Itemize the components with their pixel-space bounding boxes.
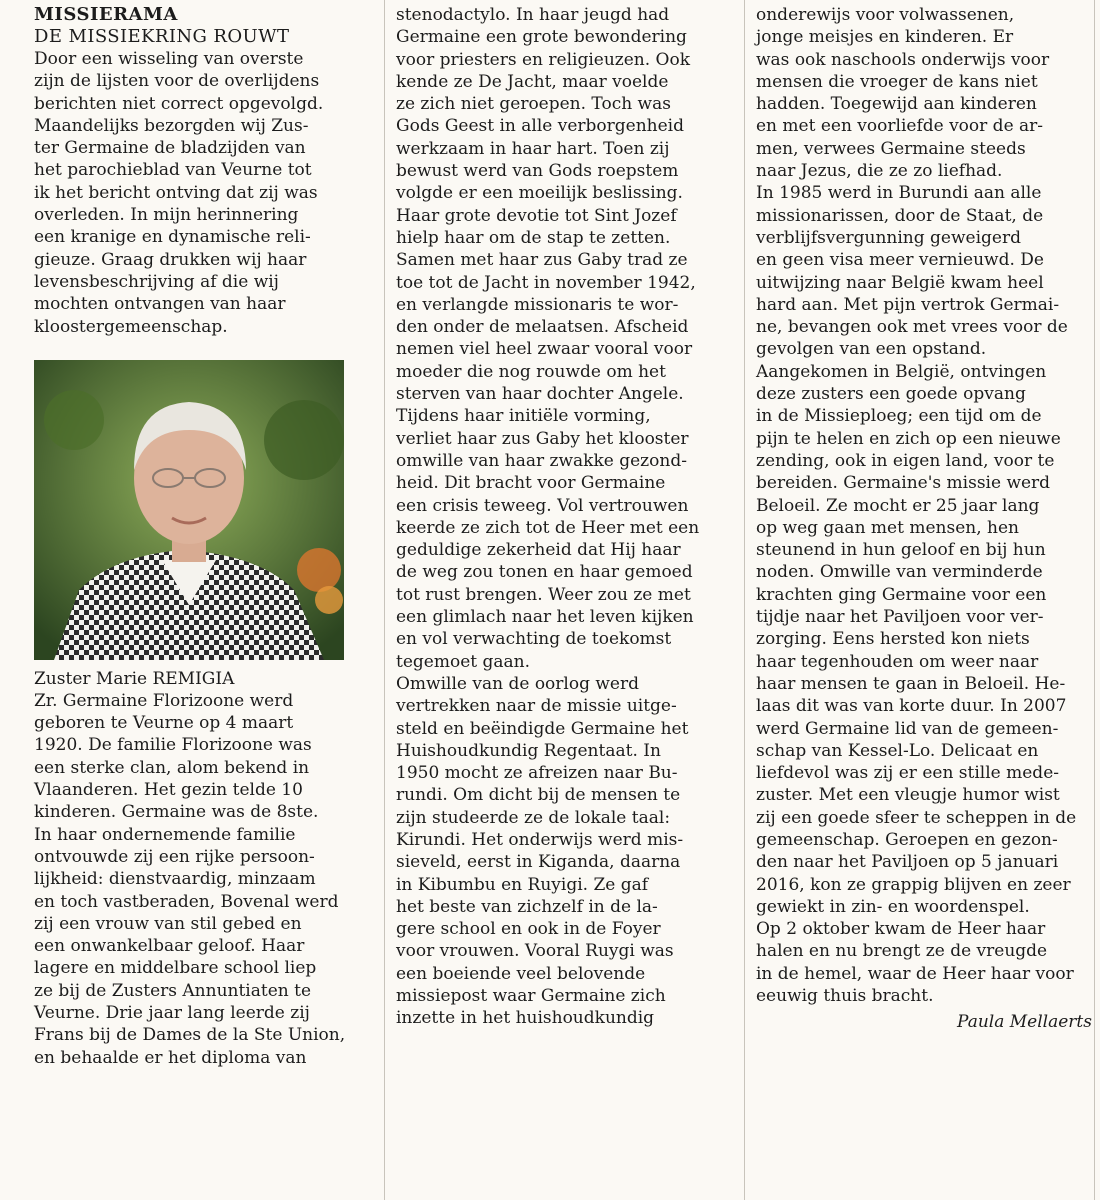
article-column-1 [34,4,370,1069]
portrait-photo [34,360,344,660]
article-headline: DE MISSIEKRING ROUWT [34,26,290,47]
article-column-2 [396,4,732,1030]
column-divider [384,0,385,1200]
article-intro: Door een wisseling van overste zijn de lijsten voor de overlijdens berichten niet correct opgevolgd. Maandelijks bezorgden wij Zus- ter Germaine de bladzijden van het parochieblad van Veurne tot ik het bericht ontving dat zij was overleden. In mijn herinnering een kranige en dynamische reli- gieuze. Graag drukken wij haar levensbeschrijving af die wij mochten ontvangen van haar kloostergemeenschap. [34,49,324,337]
article-body-col2: stenodactylo. In haar jeugd had Germaine een grote bewondering voor priesters en religieuzen. Ook kende ze De Jacht, maar voelde ze zich niet geroepen. Toch was Gods Geest in alle verborgenheid werkzaam in haar hart. Toen zij bewust werd van Gods roepstem volgde er een moeilijk beslissing. Haar grote devotie tot Sint Jozef hielp haar om de stap te zetten. Samen met haar zus Gaby trad ze toe tot de Jacht in november 1942, en verlangde missionaris te wor- den onder de melaatsen. Afscheid nemen viel heel zwaar vooral voor moeder die nog rouwde om het sterven van haar dochter Angele. Tijdens haar initiële vorming, verliet haar zus Gaby het klooster omwille van haar zwakke gezond- heid. Dit bracht voor Germaine een crisis teweeg. Vol vertrouwen keerde ze zich tot de Heer met een geduldige zekerheid dat Hij haar de weg zou tonen en haar gemoed tot rust brengen. Weer zou ze met een glimlach naar het leven kijken en vol verwachting de toekomst tegemoet gaan. Omwille van de oorlog werd vertrekken naar de missie uitge- steld en beëindigde Germaine het Huishoudkundig Regentaat. In 1950 mocht ze afreizen naar Bu- rundi. Om dicht bij de mensen te zijn studeerde ze de lokale taal: Kirundi. Het onderwijs werd mis- sieveld, eerst in Kiganda, daarna in Kibumbu en Ruyigi. Ze gaf het beste van zichzelf in de la- gere school en ook in de Foyer voor vrouwen. Vooral Ruygi was een boeiende veel belovende missiepost waar Germaine zich inzette in het huishoudkundig [396,5,700,1029]
photo-caption: Zuster Marie REMIGIA [34,668,235,689]
column-divider [1094,0,1095,1200]
article-column-3 [756,4,1092,1033]
author-signature: Paula Mellaerts [957,1012,1092,1033]
portrait-illustration [34,360,344,660]
article-body-col1: Zr. Germaine Florizoone werd geboren te Veurne op 4 maart 1920. De familie Florizoone was een sterke clan, alom bekend in Vlaanderen. Het gezin telde 10 kinderen. Germaine was de 8ste. In haar ondernemende familie ontvouwde zij een rijke persoon- lijkheid: dienstvaardig, minzaam en toch vastberaden, Bovenal werd zij een vrouw van stil gebed en een onwankelbaar geloof. Haar lagere en middelbare school liep ze bij de Zusters Annuntiaten te Veurne. Drie jaar lang leerde zij Frans bij de Dames de la Ste Union, en behaalde er het diploma van [34,690,346,1068]
section-kicker: MISSIERAMA [34,4,178,25]
article-body-col3: onderewijs voor volwassenen, jonge meisjes en kinderen. Er was ook naschools onderwijs voor mensen die vroeger de kans niet hadden. Toegewijd aan kinderen en met een voorliefde voor de ar- men, verwees Germaine steeds naar Jezus, die ze zo liefhad. In 1985 werd in Burundi aan alle missionarissen, door de Staat, de verblijfsvergunning geweigerd en geen visa meer vernieuwd. De uitwijzing naar België kwam heel hard aan. Met pijn vertrok Germai- ne, bevangen ook met vrees voor de gevolgen van een opstand. Aangekomen in België, ontvingen deze zusters een goede opvang in de Missieploeg; een tijd om de pijn te helen en zich op een nieuwe zending, ook in eigen land, voor te bereiden. Germaine's missie werd Beloeil. Ze mocht er 25 jaar lang op weg gaan met mensen, hen steunend in hun geloof en bij hun noden. Omwille van verminderde krachten ging Germaine voor een tijdje naar het Paviljoen voor ver- zorging. Eens hersted kon niets haar tegenhouden om weer naar haar mensen te gaan in Beloeil. He- laas dit was van korte duur. In 2007 werd Germaine lid van de gemeen- schap van Kessel-Lo. Delicaat en liefdevol was zij er een stille mede- zuster. Met een vleugje humor wist zij een goede sfeer te scheppen in de gemeenschap. Geroepen en gezon- den naar het Paviljoen op 5 januari 2016, kon ze grappig blijven en zeer gewiekt in zin- en woordenspel. Op 2 oktober kwam de Heer haar halen en nu brengt ze de vreugde in de hemel, waar de Heer haar voor eeuwig thuis bracht. [756,5,1077,1007]
column-divider [744,0,745,1200]
